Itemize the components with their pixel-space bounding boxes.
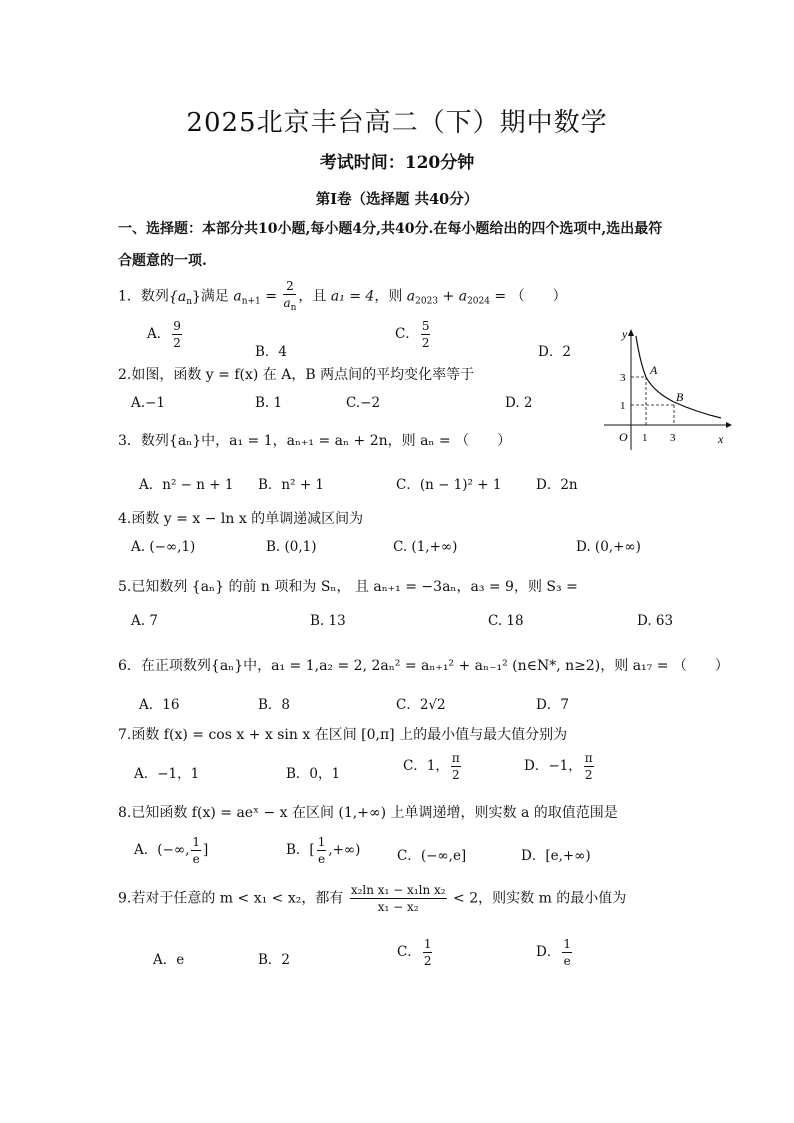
q8-option-a[interactable]: A．(−∞, $\frac{1}{e}$ ] [134,835,209,866]
q1-option-c[interactable]: C． $\frac{5}{2}$ [395,319,430,350]
q3-option-b[interactable]: B．n² + 1 [258,477,325,493]
graph-point-b: B [676,390,684,404]
instructions-line-2: 合题意的一项. [118,253,207,269]
q5-option-d[interactable]: D. 63 [637,613,674,629]
q3-option-d[interactable]: D．2n [536,477,578,493]
graph-tick-y-1: 1 [620,400,626,412]
q3-option-c[interactable]: C．(n − 1)² + 1 [396,477,502,493]
graph-tick-x-3: 3 [670,432,676,444]
q9-option-c[interactable]: C． $\frac{1}{2}$ [397,937,432,968]
q7-option-a[interactable]: A．−1，1 [134,766,200,782]
function-graph [596,322,736,452]
q2-option-a[interactable]: A.−1 [131,395,165,411]
q6-option-b[interactable]: B．8 [258,697,291,713]
graph-x-label: x [718,432,724,446]
q9-option-b[interactable]: B．2 [258,952,291,968]
question-8: 8.已知函数 f(x) = aeˣ − x 在区间 (1,+∞) 上单调递增，则实数 a 的取值范围是 [118,805,618,821]
q8-option-d[interactable]: D．[e,+∞) [521,848,591,864]
q6-option-c[interactable]: C．2√2 [396,697,446,713]
q1-option-a[interactable]: A． $\frac{9}{2}$ [147,319,181,350]
q2-option-c[interactable]: C.−2 [346,395,381,411]
question-4: 4.函数 y = x − ln x 的单调递减区间为 [118,511,364,527]
q6-option-d[interactable]: D．7 [536,697,569,713]
q9-option-a[interactable]: A．e [153,952,185,968]
q5-option-c[interactable]: C. 18 [488,613,524,629]
graph-tick-x-1: 1 [642,432,648,444]
exam-duration: 考试时间：120分钟 [319,153,475,173]
q4-option-a[interactable]: A. (−∞,1) [131,539,196,555]
graph-point-a: A [650,363,658,377]
q2-option-b[interactable]: B. 1 [255,395,283,411]
question-5: 5.已知数列 {aₙ} 的前 n 项和为 Sₙ， 且 aₙ₊₁ = −3aₙ，a₃ = 9，则 S₃ = [118,579,578,595]
q3-option-a[interactable]: A．n² − n + 1 [139,477,234,493]
question-7: 7.函数 f(x) = cos x + x sin x 在区间 [0,π] 上的最小值与最大值分别为 [118,727,568,743]
graph-origin: O [619,430,628,444]
section-heading: 第I卷（选择题 共40分） [315,191,479,208]
q7-option-c[interactable]: C．1， $\frac{\pi}{2}$ [403,751,460,782]
question-1: 1．数列$\{a_n\}$满足 $a_{n+1}$ = $\frac{2}{a_n}$ ，且 a₁ = 4，则 $a_{2023} + a_{2024}$ = （ ） [118,279,567,313]
graph-y-label: y [622,327,628,341]
q8-option-c[interactable]: C．(−∞,e] [397,848,467,864]
question-3: 3．数列{aₙ}中，a₁ = 1，aₙ₊₁ = aₙ + 2n，则 aₙ = （ ） [118,433,512,449]
q5-option-b[interactable]: B. 13 [310,613,346,629]
instructions-line-1: 一、选择题：本部分共10小题,每小题4分,共40分.在每小题给出的四个选项中,选出最符 [118,221,663,237]
q1-option-b[interactable]: B．4 [255,344,288,360]
question-6: 6．在正项数列{aₙ}中，a₁ = 1,a₂ = 2, 2aₙ² = aₙ₊₁² + aₙ₋₁² (n∈N*, n≥2)，则 a₁₇ = （ ） [118,658,729,674]
q5-option-a[interactable]: A. 7 [131,613,158,629]
page-title: 2025北京丰台高二（下）期中数学 [186,108,608,138]
q8-option-b[interactable]: B．[ $\frac{1}{e}$ ,+∞) [286,835,361,866]
q7-option-b[interactable]: B．0，1 [286,766,341,782]
q2-option-d[interactable]: D. 2 [505,395,533,411]
graph-tick-y-3: 3 [620,372,626,384]
q4-option-c[interactable]: C. (1,+∞) [393,539,458,555]
q4-option-b[interactable]: B. (0,1) [266,539,317,555]
q9-option-d[interactable]: D． $\frac{1}{e}$ [536,937,571,968]
q1-option-d[interactable]: D．2 [538,344,571,360]
question-2: 2.如图，函数 y = f(x) 在 A，B 两点间的平均变化率等于 [118,367,475,383]
q4-option-d[interactable]: D. (0,+∞) [576,539,641,555]
question-9: 9.若对于任意的 m < x₁ < x₂，都有 $\frac{\text{x₂ln x₁ − x₁ln x₂}}{\text{x₁ − x₂}}$ < 2，则实数 m 的最小值为 [118,883,627,914]
q7-option-d[interactable]: D．−1， $\frac{\pi}{2}$ [524,751,593,782]
q6-option-a[interactable]: A．16 [139,697,180,713]
